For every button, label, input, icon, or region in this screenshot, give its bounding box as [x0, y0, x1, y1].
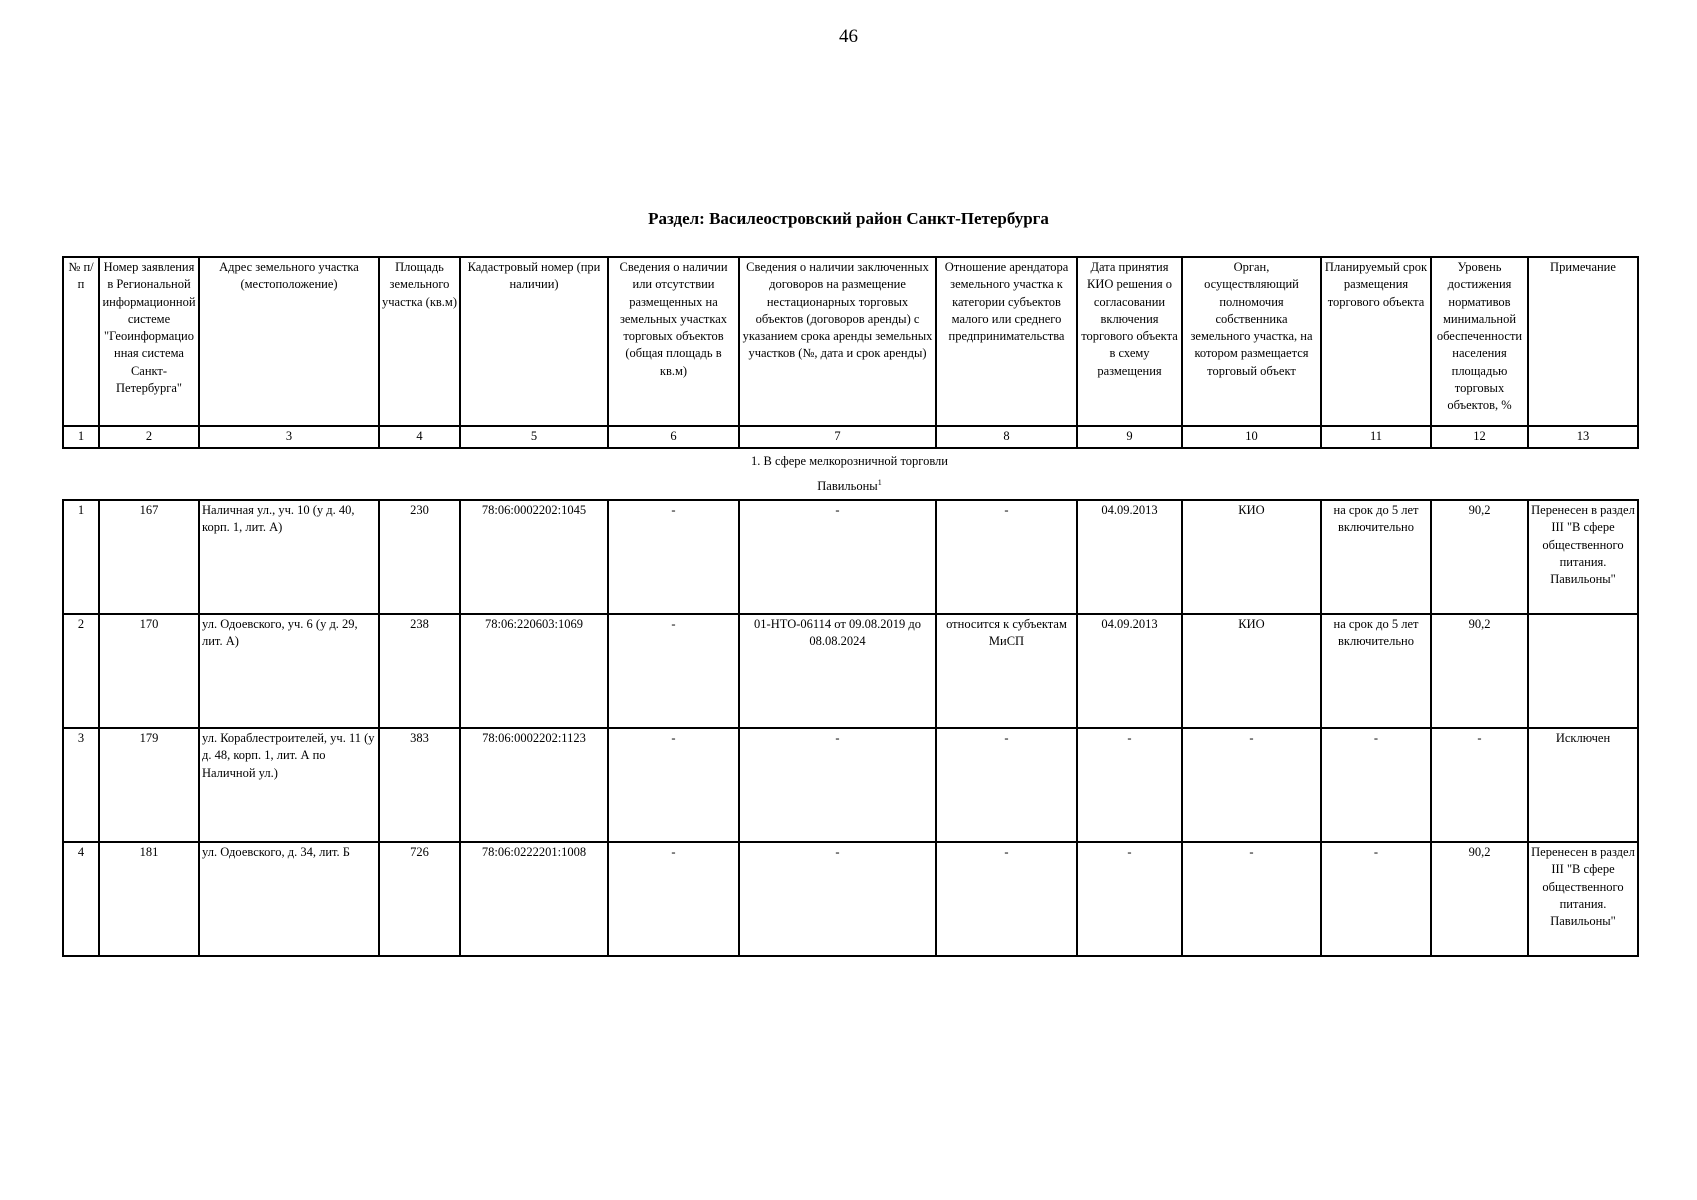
header-cell-tenant-category: Отношение арендатора земельного участка к категории субъектов малого или среднего предпринимательства — [936, 257, 1077, 426]
cell-existing-objects: - — [608, 728, 739, 842]
header-cell-planned-term: Планируемый срок размещения торгового объекта — [1321, 257, 1431, 426]
header-cell-existing-objects: Сведения о наличии или отсутствии размещенных на земельных участках торговых объектов (общая площадь в кв.м) — [608, 257, 739, 426]
subgroup-caption-text: Павильоны — [817, 479, 878, 494]
cell-number: 3 — [63, 728, 99, 842]
cell-cadastral-number: 78:06:220603:1069 — [460, 614, 608, 728]
column-number: 12 — [1431, 426, 1528, 448]
column-number: 6 — [608, 426, 739, 448]
section-title: Раздел: Василеостровский район Санкт-Петербурга — [648, 209, 1049, 228]
cell-authority: - — [1182, 728, 1321, 842]
cell-number: 4 — [63, 842, 99, 956]
cell-provision-level: 90,2 — [1431, 614, 1528, 728]
header-cell-application-number: Номер заявления в Региональной информационной системе "Геоинформационная система Санкт-Петербурга" — [99, 257, 199, 426]
cell-application-number: 181 — [99, 842, 199, 956]
cell-area: 383 — [379, 728, 460, 842]
cell-planned-term: - — [1321, 842, 1431, 956]
cell-provision-level: - — [1431, 728, 1528, 842]
table-row — [63, 728, 1638, 842]
cell-note — [1528, 614, 1638, 728]
cell-number: 1 — [63, 500, 99, 614]
cell-area: 230 — [379, 500, 460, 614]
cell-authority: КИО — [1182, 614, 1321, 728]
header-table — [62, 256, 1639, 449]
cell-decision-date: 04.09.2013 — [1077, 614, 1182, 728]
column-number: 13 — [1528, 426, 1638, 448]
cell-existing-objects: - — [608, 500, 739, 614]
cell-tenant-category: - — [936, 842, 1077, 956]
cell-contracts: 01-НТО-06114 от 09.08.2019 до 08.08.2024 — [739, 614, 936, 728]
cell-decision-date: 04.09.2013 — [1077, 500, 1182, 614]
header-cell-decision-date: Дата принятия КИО решения о согласовании включения торгового объекта в схему размещения — [1077, 257, 1182, 426]
cell-application-number: 167 — [99, 500, 199, 614]
cell-cadastral-number: 78:06:0222201:1008 — [460, 842, 608, 956]
table-row — [63, 500, 1638, 614]
cell-application-number: 179 — [99, 728, 199, 842]
cell-address: ул. Одоевского, д. 34, лит. Б — [199, 842, 379, 956]
cell-area: 726 — [379, 842, 460, 956]
cell-address: ул. Кораблестроителей, уч. 11 (у д. 48, корп. 1, лит. А по Наличной ул.) — [199, 728, 379, 842]
column-number: 10 — [1182, 426, 1321, 448]
cell-note: Перенесен в раздел III "В сфере общественного питания. Павильоны" — [1528, 500, 1638, 614]
cell-address: ул. Одоевского, уч. 6 (у д. 29, лит. А) — [199, 614, 379, 728]
column-number: 1 — [63, 426, 99, 448]
page-number: 46 — [839, 26, 858, 47]
column-number: 5 — [460, 426, 608, 448]
cell-contracts: - — [739, 728, 936, 842]
header-cell-address: Адрес земельного участка (местоположение) — [199, 257, 379, 426]
cell-tenant-category: - — [936, 728, 1077, 842]
cell-planned-term: на срок до 5 лет включительно — [1321, 614, 1431, 728]
cell-authority: КИО — [1182, 500, 1321, 614]
column-number: 9 — [1077, 426, 1182, 448]
column-number: 2 — [99, 426, 199, 448]
column-number: 7 — [739, 426, 936, 448]
column-number: 4 — [379, 426, 460, 448]
cell-contracts: - — [739, 500, 936, 614]
header-cell-provision-level: Уровень достижения нормативов минимальной обеспеченности населения площадью торговых объектов, % — [1431, 257, 1528, 426]
cell-authority: - — [1182, 842, 1321, 956]
group-caption: 1. В сфере мелкорозничной торговли — [750, 454, 948, 468]
cell-contracts: - — [739, 842, 936, 956]
header-cell-contracts: Сведения о наличии заключенных договоров на размещение нестационарных торговых объектов (договоров аренды) с указанием срока аренды земельных участков (№, дата и срок аренды) — [739, 257, 936, 426]
cell-address: Наличная ул., уч. 10 (у д. 40, корп. 1, лит. А) — [199, 500, 379, 614]
column-number: 3 — [199, 426, 379, 448]
footnote-marker: 1 — [877, 478, 882, 487]
cell-number: 2 — [63, 614, 99, 728]
header-cell-area: Площадь земельного участка (кв.м) — [379, 257, 460, 426]
cell-decision-date: - — [1077, 728, 1182, 842]
cell-planned-term: - — [1321, 728, 1431, 842]
header-row — [63, 257, 1638, 426]
subgroup-caption — [62, 478, 1637, 494]
header-cell-number: № п/п — [63, 257, 99, 426]
table-row — [63, 614, 1638, 728]
column-number-row — [63, 426, 1638, 448]
cell-planned-term: на срок до 5 лет включительно — [1321, 500, 1431, 614]
header-cell-cadastral-number: Кадастровый номер (при наличии) — [460, 257, 608, 426]
column-number: 11 — [1321, 426, 1431, 448]
header-cell-note: Примечание — [1528, 257, 1638, 426]
column-number: 8 — [936, 426, 1077, 448]
cell-decision-date: - — [1077, 842, 1182, 956]
table-row — [63, 842, 1638, 956]
cell-provision-level: 90,2 — [1431, 500, 1528, 614]
cell-existing-objects: - — [608, 614, 739, 728]
cell-note: Перенесен в раздел III "В сфере общественного питания. Павильоны" — [1528, 842, 1638, 956]
cell-tenant-category: - — [936, 500, 1077, 614]
cell-cadastral-number: 78:06:0002202:1123 — [460, 728, 608, 842]
data-table — [62, 499, 1639, 957]
cell-application-number: 170 — [99, 614, 199, 728]
cell-provision-level: 90,2 — [1431, 842, 1528, 956]
cell-tenant-category: относится к субъектам МиСП — [936, 614, 1077, 728]
cell-note: Исключен — [1528, 728, 1638, 842]
cell-cadastral-number: 78:06:0002202:1045 — [460, 500, 608, 614]
cell-existing-objects: - — [608, 842, 739, 956]
cell-area: 238 — [379, 614, 460, 728]
header-cell-authority: Орган, осуществляющий полномочия собственника земельного участка, на котором размещается торговый объект — [1182, 257, 1321, 426]
